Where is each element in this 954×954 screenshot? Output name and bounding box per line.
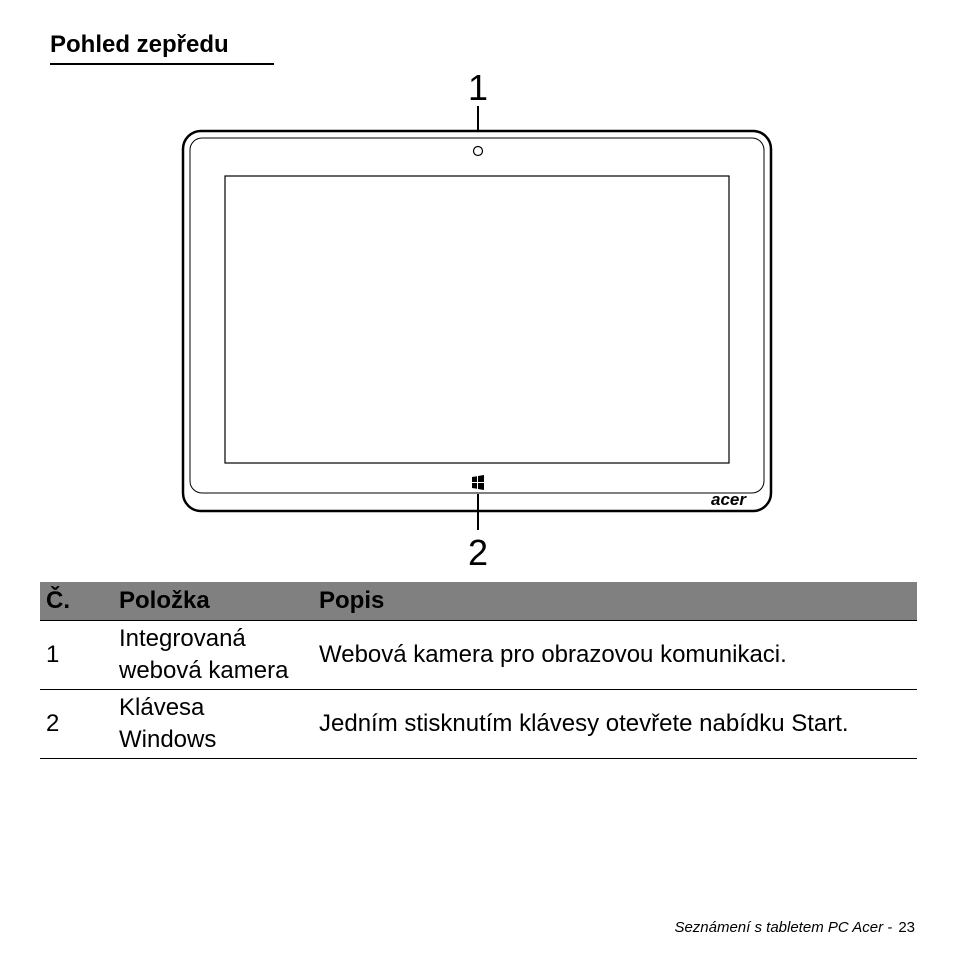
acer-logo: acer <box>711 490 746 509</box>
row-item: Integrovaná webová kamera <box>113 621 313 690</box>
row-number: 1 <box>40 621 113 690</box>
page-footer <box>674 919 915 936</box>
tablet-screen <box>225 176 729 463</box>
callout-2-label: 2 <box>467 532 489 573</box>
header-number: Č. <box>40 582 113 621</box>
row-item: Klávesa Windows <box>113 690 313 759</box>
row-description: Webová kamera pro obrazovou komunikaci. <box>313 621 917 690</box>
header-description: Popis <box>313 582 917 621</box>
page-number: 23 <box>898 919 915 936</box>
footer-text: Seznámení s tabletem PC Acer - <box>674 919 893 936</box>
table-row <box>40 690 917 759</box>
callout-1-label: 1 <box>467 67 489 108</box>
component-table <box>40 582 917 759</box>
row-description: Jedním stisknutím klávesy otevřete nabídku Start. <box>313 690 917 759</box>
section-title: Pohled zepředu <box>50 31 229 58</box>
header-item: Položka <box>113 582 313 621</box>
webcam-icon <box>474 147 483 156</box>
row-number: 2 <box>40 690 113 759</box>
table-row <box>40 621 917 690</box>
table-header-row <box>40 582 917 621</box>
